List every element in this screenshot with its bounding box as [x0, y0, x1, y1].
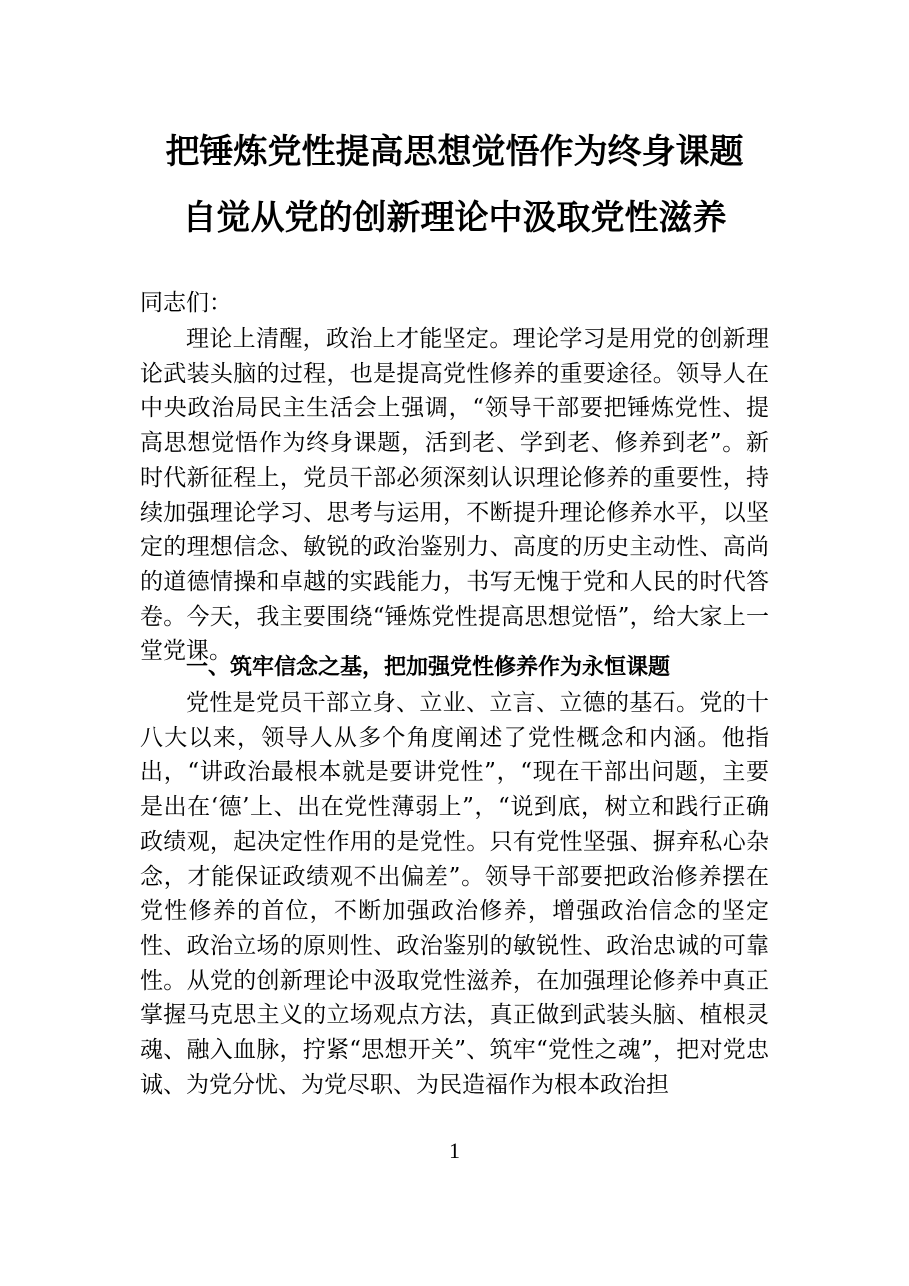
- document-title-line-1: 把锤炼党性提高思想觉悟作为终身课题: [165, 132, 744, 172]
- salutation: 同志们：: [140, 290, 232, 316]
- body-paragraph-2: 党性是党员干部立身、立业、立言、立德的基石。党的十八大以来，领导人从多个角度阐述了党性概念和内涵。他指出，“讲政治最根本就是要讲党性”，“现在干部出问题，主要是出在‘德’上、出在党性薄弱上”，“说到底，树立和践行正确政绩观，起决定性作用的是党性。只有党性坚强、摒弃私心杂念，才能保证政绩观不出偏差”。领导干部要把政治修养摆在党性修养的首位，不断加强政治修养，增强政治信念的坚定性、政治立场的原则性、政治鉴别的敏锐性、政治忠诚的可靠性。从党的创新理论中汲取党性滋养，在加强理论修养中真正掌握马克思主义的立场观点方法，真正做到武装头脑、植根灵魂、融入血脉，拧紧“思想开关”、筑牢“党性之魂”，把对党忠诚、为党分忧、为党尽职、为民造福作为根本政治担: [140, 690, 769, 1098]
- section-heading-1: 一、筑牢信念之基，把加强党性修养作为永恒课题: [186, 655, 671, 680]
- document-title-line-2: 自觉从党的创新理论中汲取党性滋养: [182, 198, 727, 238]
- page-number: 1: [449, 1138, 460, 1163]
- body-paragraph-1: 理论上清醒，政治上才能坚定。理论学习是用党的创新理论武装头脑的过程，也是提高党性修养的重要途径。领导人在中央政治局民主生活会上强调，“领导干部要把锤炼党性、提高思想觉悟作为终身课题，活到老、学到老、修养到老”。新时代新征程上，党员干部必须深刻认识理论修养的重要性，持续加强理论学习、思考与运用，不断提升理论修养水平，以坚定的理想信念、敏锐的政治鉴别力、高度的历史主动性、高尚的道德情操和卓越的实践能力，书写无愧于党和人民的时代答卷。今天，我主要围绕“锤炼党性提高思想觉悟”，给大家上一堂党课。: [140, 326, 769, 665]
